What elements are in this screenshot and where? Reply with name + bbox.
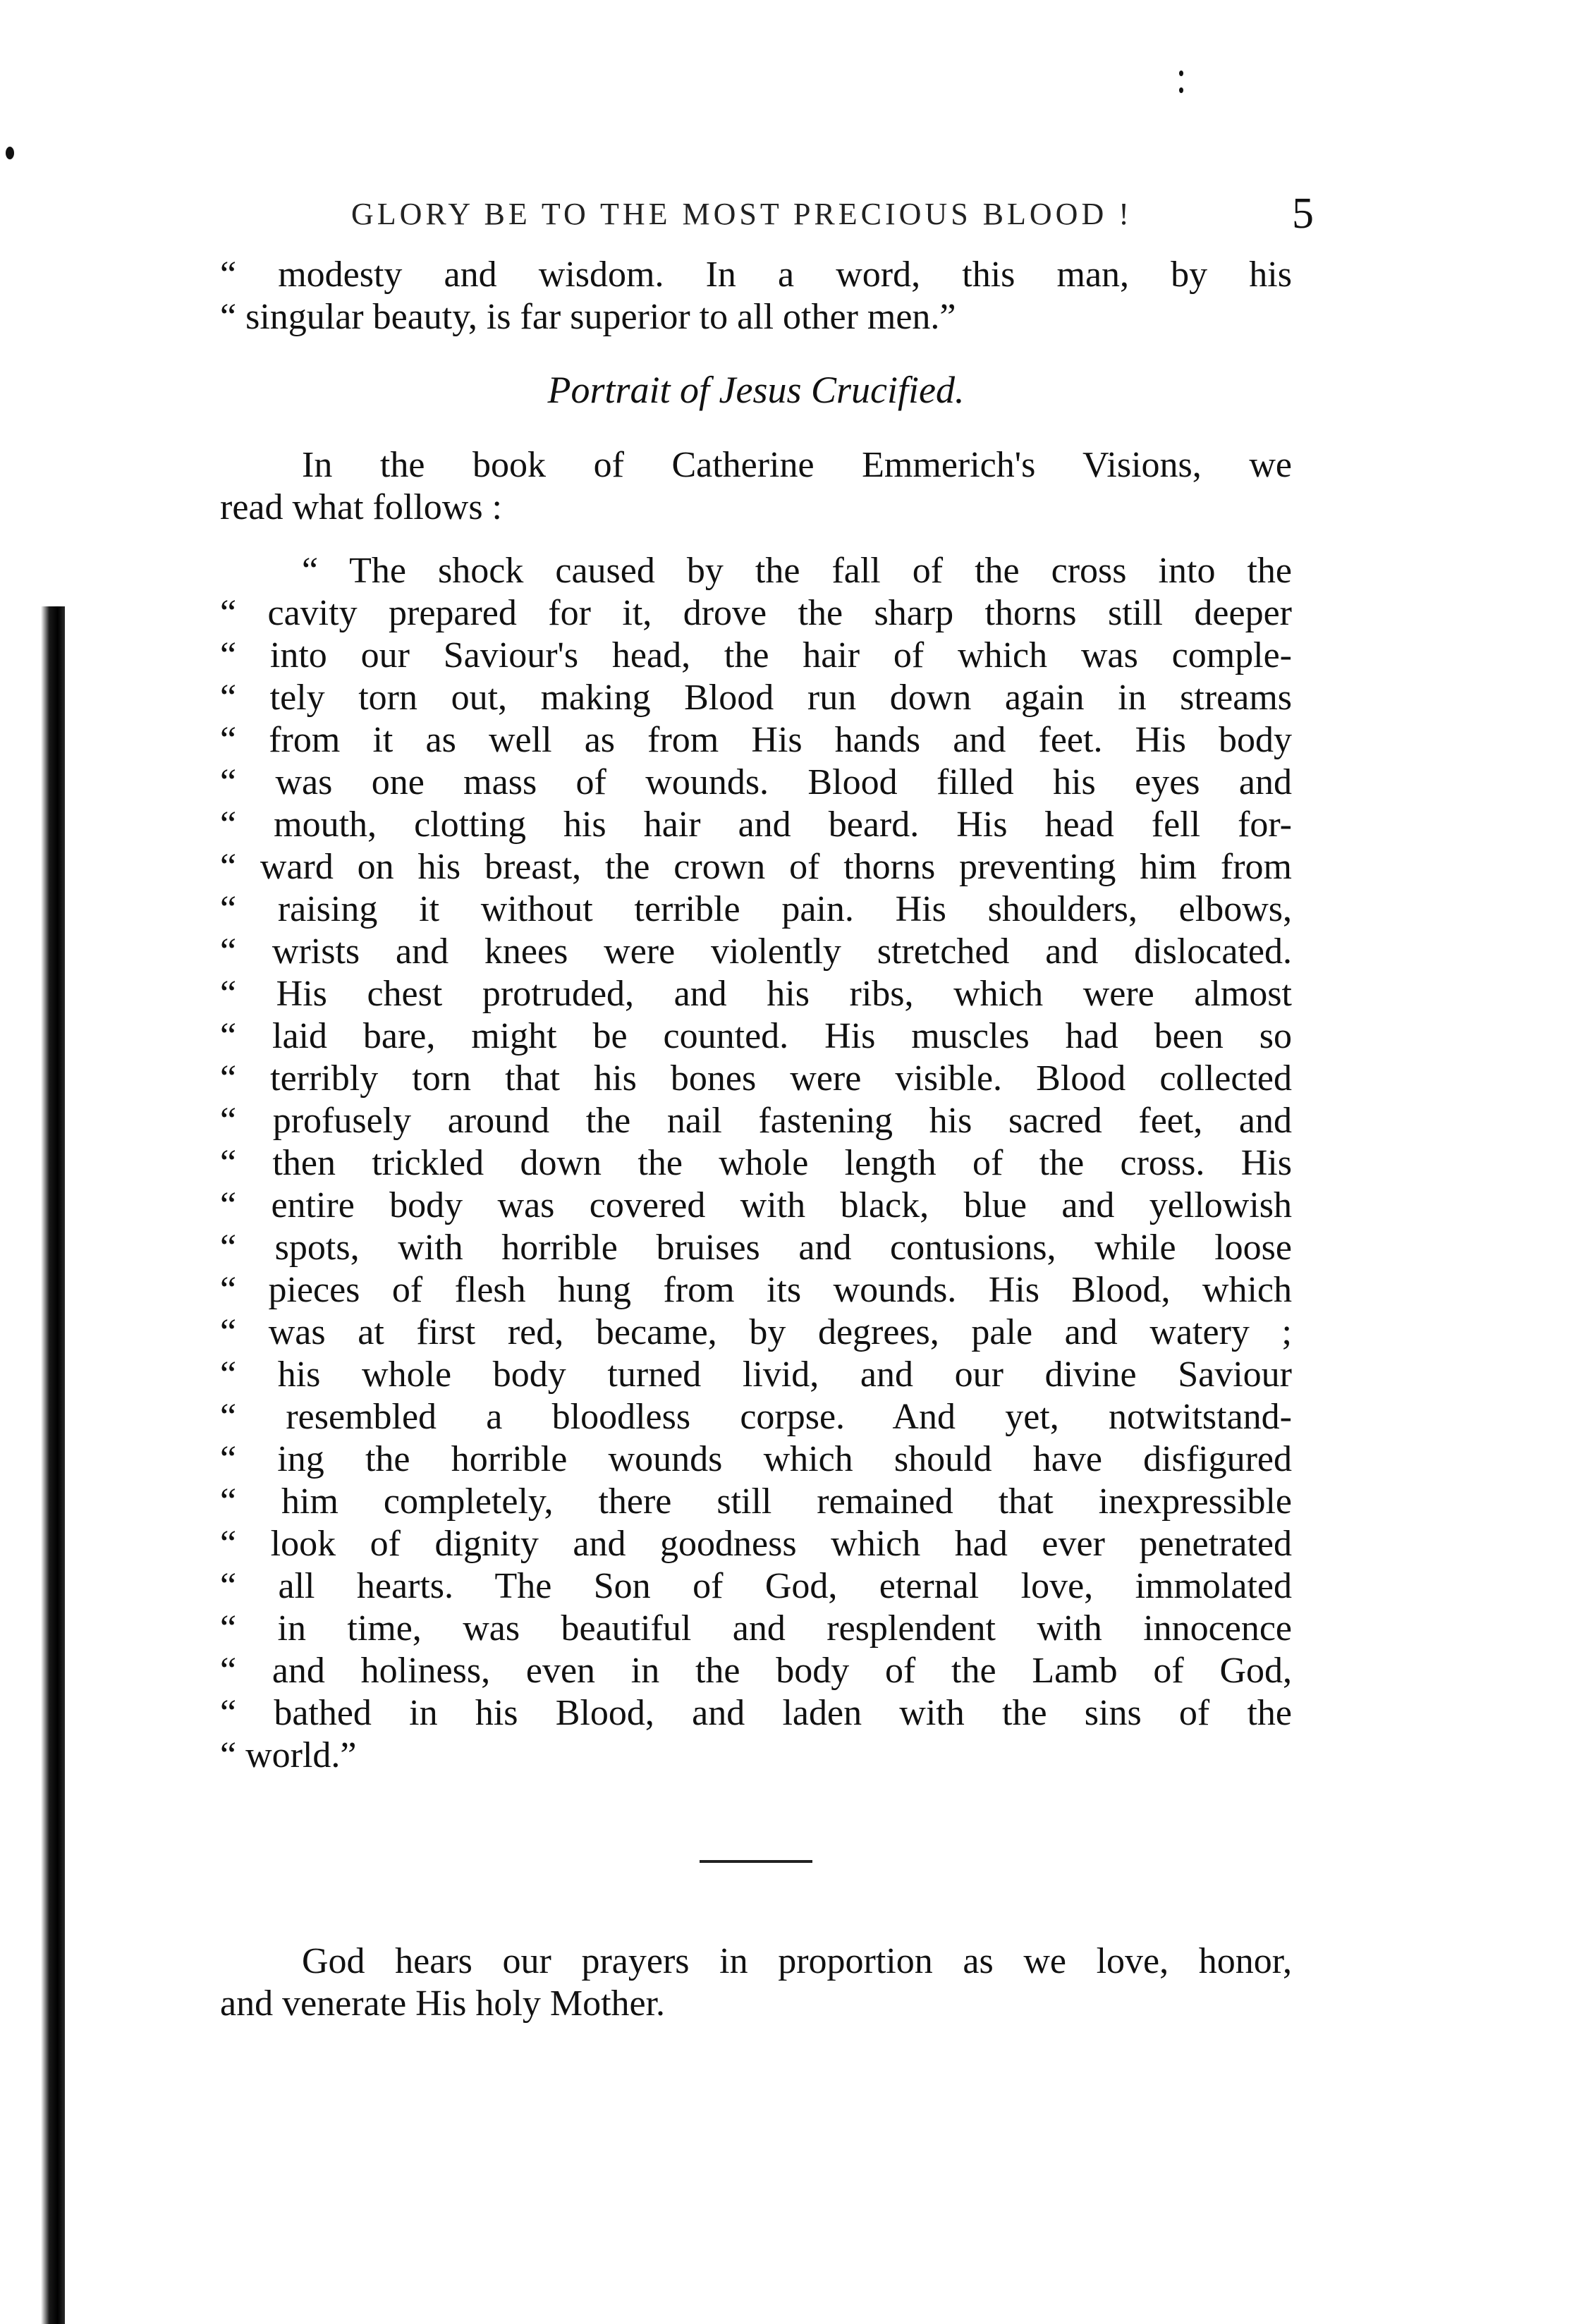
text-line: “ and holiness, even in the body of the Lamb of God, [220,1651,1292,1691]
text-line: “ tely torn out, making Blood run down again in streams [220,678,1292,718]
text-line: “ The shock caused by the fall of the cross into the [302,551,1292,591]
text-line: In the book of Catherine Emmerich's Visions, we [302,445,1292,485]
text-line: “ in time, was beautiful and resplendent with innocence [220,1608,1292,1649]
running-head: GLORY BE TO THE MOST PRECIOUS BLOOD ! [351,197,1133,231]
text-line: “ was at first red, became, by degrees, pale and watery ; [220,1312,1292,1352]
text-line: “ ward on his breast, the crown of thorns preventing him from [220,847,1292,887]
text-line: “ profusely around the nail fastening his sacred feet, and [220,1101,1292,1141]
closing-paragraph [220,1940,1292,2025]
text-line: “ bathed in his Blood, and laden with the sins of the [220,1693,1292,1733]
quoted-passage [220,550,1292,1777]
page-body [220,254,1292,2025]
text-line: and venerate His holy Mother. [220,1983,666,2024]
text-line: “ him completely, there still remained that inexpressible [220,1481,1292,1522]
text-line: read what follows : [220,487,503,527]
text-line: “ laid bare, might be counted. His muscles had been so [220,1016,1292,1056]
text-line: “ ing the horrible wounds which should have disfigured [220,1439,1292,1479]
text-line: “ all hearts. The Son of God, eternal love, immolated [220,1566,1292,1606]
section-heading: Portrait of Jesus Crucified. [547,369,965,411]
scan-speck [6,147,14,159]
text-line: “ was one mass of wounds. Blood filled his eyes and [220,762,1292,802]
scan-speck [1179,87,1183,93]
section-divider [700,1860,812,1863]
text-line: “ from it as well as from His hands and feet. His body [220,720,1292,760]
text-line: “ cavity prepared for it, drove the sharp thorns still deeper [220,593,1292,633]
text-line: “ terribly torn that his bones were visible. Blood collected [220,1058,1292,1099]
text-line: “ then trickled down the whole length of the cross. His [220,1143,1292,1183]
continuation-paragraph [220,254,1292,338]
text-line: “ mouth, clotting his hair and beard. His head fell for- [220,805,1292,845]
text-line: “ into our Saviour's head, the hair of which was comple- [220,635,1292,675]
text-line: “ pieces of flesh hung from its wounds. His Blood, which [220,1270,1292,1310]
text-line: “ look of dignity and goodness which had ever penetrated [220,1524,1292,1564]
page-header [351,189,1314,238]
scan-speck [1179,71,1183,76]
intro-paragraph [220,444,1292,529]
text-line: “ world.” [220,1735,357,1775]
text-line: “ singular beauty, is far superior to all other men.” [220,297,956,337]
text-line: “ wrists and knees were violently stretched and dislocated. [220,931,1292,972]
page-gutter-edge [41,606,65,2324]
text-line: “ spots, with horrible bruises and contusions, while loose [220,1228,1292,1268]
text-line: God hears our prayers in proportion as we love, honor, [302,1941,1292,1981]
text-line: “ raising it without terrible pain. His shoulders, elbows, [220,889,1292,929]
text-line: “ resembled a bloodless corpse. And yet, notwitstand- [220,1397,1292,1437]
text-line: “ entire body was covered with black, blue and yellowish [220,1185,1292,1225]
page-number: 5 [1292,190,1314,238]
text-line: “ His chest protruded, and his ribs, which were almost [220,974,1292,1014]
text-line: “ modesty and wisdom. In a word, this man, by his [220,255,1292,295]
text-line: “ his whole body turned livid, and our divine Saviour [220,1354,1292,1395]
